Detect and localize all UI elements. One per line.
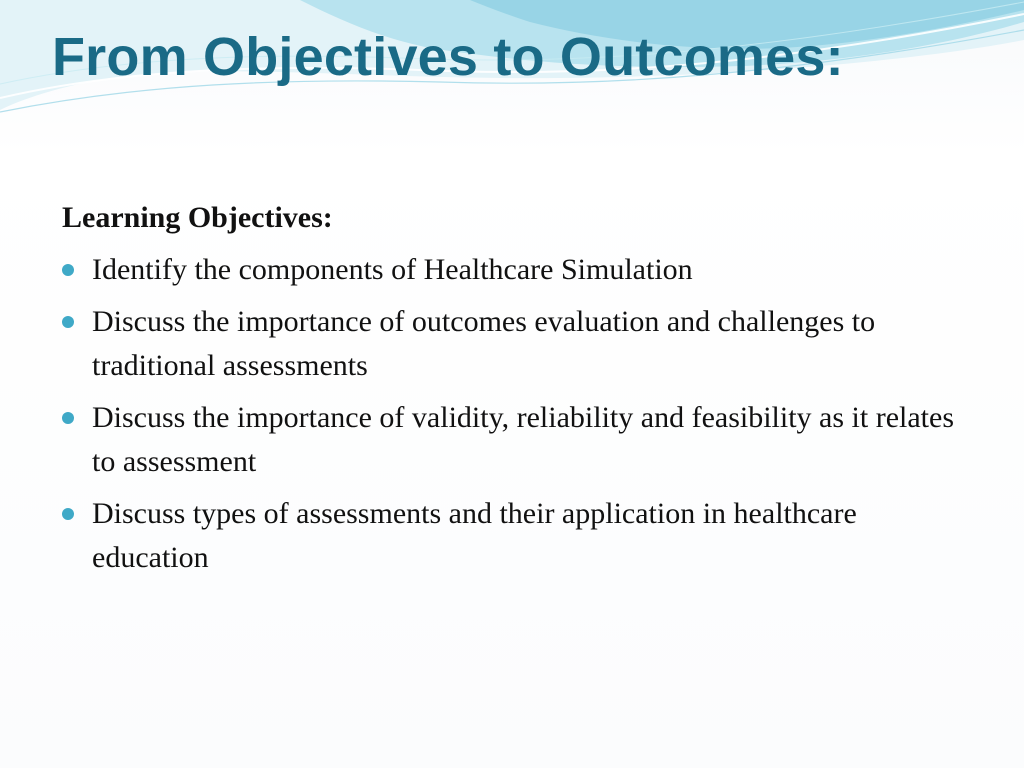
list-item-text: Discuss types of assessments and their application in healthcare education: [92, 497, 857, 574]
objectives-list: [62, 248, 962, 580]
bullet-icon: [62, 412, 74, 424]
bullet-icon: [62, 316, 74, 328]
bullet-icon: [62, 508, 74, 520]
section-heading: Learning Objectives:: [62, 201, 333, 234]
list-item: [62, 300, 962, 388]
list-item-text: Discuss the importance of validity, reliability and feasibility as it relates to assessment: [92, 401, 954, 478]
slide-title: From Objectives to Outcomes:: [52, 27, 844, 87]
list-item: [62, 396, 962, 484]
slide-content: [62, 196, 962, 588]
bullet-icon: [62, 264, 74, 276]
list-item-text: Identify the components of Healthcare Simulation: [92, 253, 693, 286]
list-item: [62, 248, 962, 292]
list-item-text: Discuss the importance of outcomes evaluation and challenges to traditional assessments: [92, 305, 876, 382]
list-item: [62, 492, 962, 580]
